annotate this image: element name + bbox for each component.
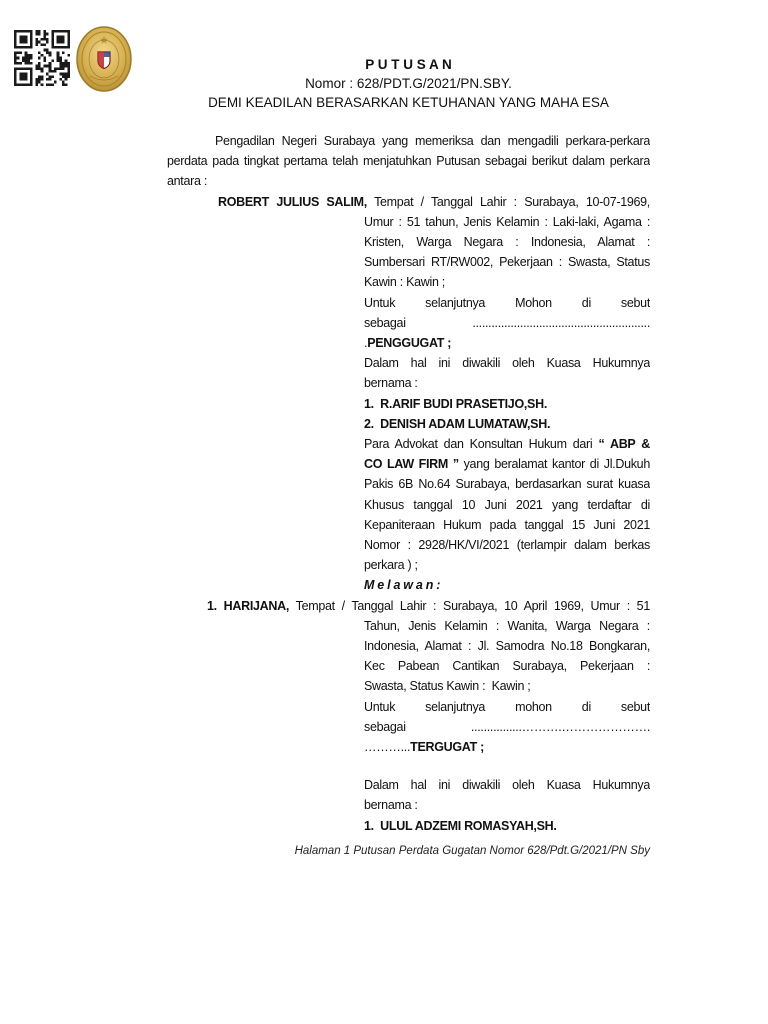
text-segment: Sumbersari RT/RW002, Pekerjaan : Swasta, Status bbox=[364, 255, 650, 269]
document-line bbox=[364, 414, 650, 434]
text-segment: Umur : 51 tahun, Jenis Kelamin : Laki-laki, Agama : bbox=[364, 215, 650, 229]
case-number: Nomor : 628/PDT.G/2021/PN.SBY. bbox=[305, 76, 512, 91]
text-segment: Kristen, Warga Negara : Indonesia, Alamat : bbox=[364, 235, 650, 249]
document-line bbox=[364, 495, 650, 515]
text-segment: . bbox=[364, 336, 368, 350]
text-segment: perkara ) ; bbox=[364, 558, 418, 572]
text-segment: 1. ULUL ADZEMI ROMASYAH,SH. bbox=[364, 819, 557, 833]
text-segment: ………... bbox=[364, 740, 411, 754]
text-segment: bernama : bbox=[364, 798, 418, 812]
text-segment: TERGUGAT ; bbox=[410, 740, 484, 754]
document-line bbox=[364, 333, 650, 353]
text-segment: CO LAW FIRM ” bbox=[364, 457, 464, 471]
text-segment: ................……….…………………. bbox=[470, 720, 650, 734]
document-line bbox=[207, 596, 650, 616]
document-line bbox=[364, 252, 650, 272]
document-line bbox=[364, 616, 650, 636]
document-line bbox=[364, 394, 650, 414]
text-segment: antara : bbox=[167, 174, 207, 188]
document-line bbox=[364, 373, 650, 393]
text-segment: 2. DENISH ADAM LUMATAW,SH. bbox=[364, 417, 551, 431]
text-segment: Tempat / Tanggal Lahir : Surabaya, 10 April 1969, Umur : 51 bbox=[289, 599, 650, 613]
text-segment: perdata pada tingkat pertama telah menjatuhkan Putusan sebagai berikut dalam perkara bbox=[167, 154, 650, 168]
document-line bbox=[364, 656, 650, 676]
text-segment: Kawin : Kawin ; bbox=[364, 275, 445, 289]
document-line bbox=[364, 737, 650, 757]
text-segment: Untuk selanjutnya Mohon di sebut bbox=[364, 296, 650, 310]
document-line bbox=[364, 272, 650, 292]
document-line bbox=[364, 434, 650, 454]
document-line bbox=[218, 192, 650, 212]
document-line bbox=[364, 575, 650, 595]
document-line bbox=[364, 535, 650, 555]
text-segment: 1. HARIJANA, bbox=[207, 599, 290, 613]
page-footer: Halaman 1 Putusan Perdata Gugatan Nomor 628/Pdt.G/2021/PN Sby bbox=[294, 845, 650, 857]
document-line bbox=[167, 171, 650, 191]
text-segment: Kepaniteraan Hukum pada tanggal 15 Juni 2021 bbox=[364, 518, 650, 532]
document-line bbox=[364, 293, 650, 313]
text-segment: “ ABP & bbox=[598, 437, 650, 451]
text-segment: ROBERT JULIUS SALIM, bbox=[218, 195, 367, 209]
document-line bbox=[364, 555, 650, 575]
document-line bbox=[364, 353, 650, 373]
text-segment: Pengadilan Negeri Surabaya yang memeriksa dan mengadili perkara-perkara bbox=[215, 134, 650, 148]
text-segment: bernama : bbox=[364, 376, 418, 390]
text-segment: M e l a w a n : bbox=[364, 578, 441, 592]
text-segment: Indonesia, Alamat : Jl. Samodra No.18 Bongkaran, bbox=[364, 639, 650, 653]
text-segment: Dalam hal ini diwakili oleh Kuasa Hukumnya bbox=[364, 356, 650, 370]
document-line bbox=[364, 474, 650, 494]
document-line bbox=[364, 795, 650, 815]
text-segment: Nomor : 2928/HK/VI/2021 (terlampir dalam berkas bbox=[364, 538, 650, 552]
text-segment: Khusus tanggal 10 Juni 2021 yang terdaftar di bbox=[364, 498, 650, 512]
text-segment: Kec Pabean Cantikan Surabaya, Pekerjaan : bbox=[364, 659, 650, 673]
text-segment: yang beralamat kantor di Jl.Dukuh bbox=[463, 457, 650, 471]
text-segment: PENGGUGAT ; bbox=[367, 336, 452, 350]
text-segment: Untuk selanjutnya mohon di sebut bbox=[364, 700, 650, 714]
text-segment: sebagai bbox=[364, 316, 473, 330]
court-seal-icon bbox=[76, 26, 132, 92]
document-title: P U T U S A N bbox=[365, 57, 452, 72]
text-segment: Dalam hal ini diwakili oleh Kuasa Hukumnya bbox=[364, 778, 650, 792]
text-segment: sebagai bbox=[364, 720, 471, 734]
document-motto: DEMI KEADILAN BERASARKAN KETUHANAN YANG MAHA ESA bbox=[208, 95, 609, 110]
document-line bbox=[364, 515, 650, 535]
document-line bbox=[364, 212, 650, 232]
document-line bbox=[364, 717, 650, 737]
document-line bbox=[364, 232, 650, 252]
text-segment: Tempat / Tanggal Lahir : Surabaya, 10-07-1969, bbox=[366, 195, 650, 209]
document-line bbox=[167, 151, 650, 171]
document-line bbox=[364, 636, 650, 656]
document-line bbox=[364, 697, 650, 717]
document-line bbox=[364, 676, 650, 696]
text-segment: Swasta, Status Kawin : Kawin ; bbox=[364, 679, 531, 693]
text-segment: 1. R.ARIF BUDI PRASETIJO,SH. bbox=[364, 397, 547, 411]
text-segment: Tahun, Jenis Kelamin : Wanita, Warga Negara : bbox=[364, 619, 650, 633]
text-segment: ........................................................ bbox=[472, 316, 650, 330]
qr-code-icon bbox=[14, 30, 70, 86]
document-line bbox=[215, 131, 650, 151]
document-line bbox=[364, 313, 650, 333]
document-line bbox=[364, 816, 650, 836]
document-line bbox=[364, 454, 650, 474]
text-segment: Pakis 6B No.64 Surabaya, berdasarkan surat kuasa bbox=[364, 477, 650, 491]
document-line bbox=[364, 775, 650, 795]
text-segment: Para Advokat dan Konsultan Hukum dari bbox=[364, 437, 599, 451]
